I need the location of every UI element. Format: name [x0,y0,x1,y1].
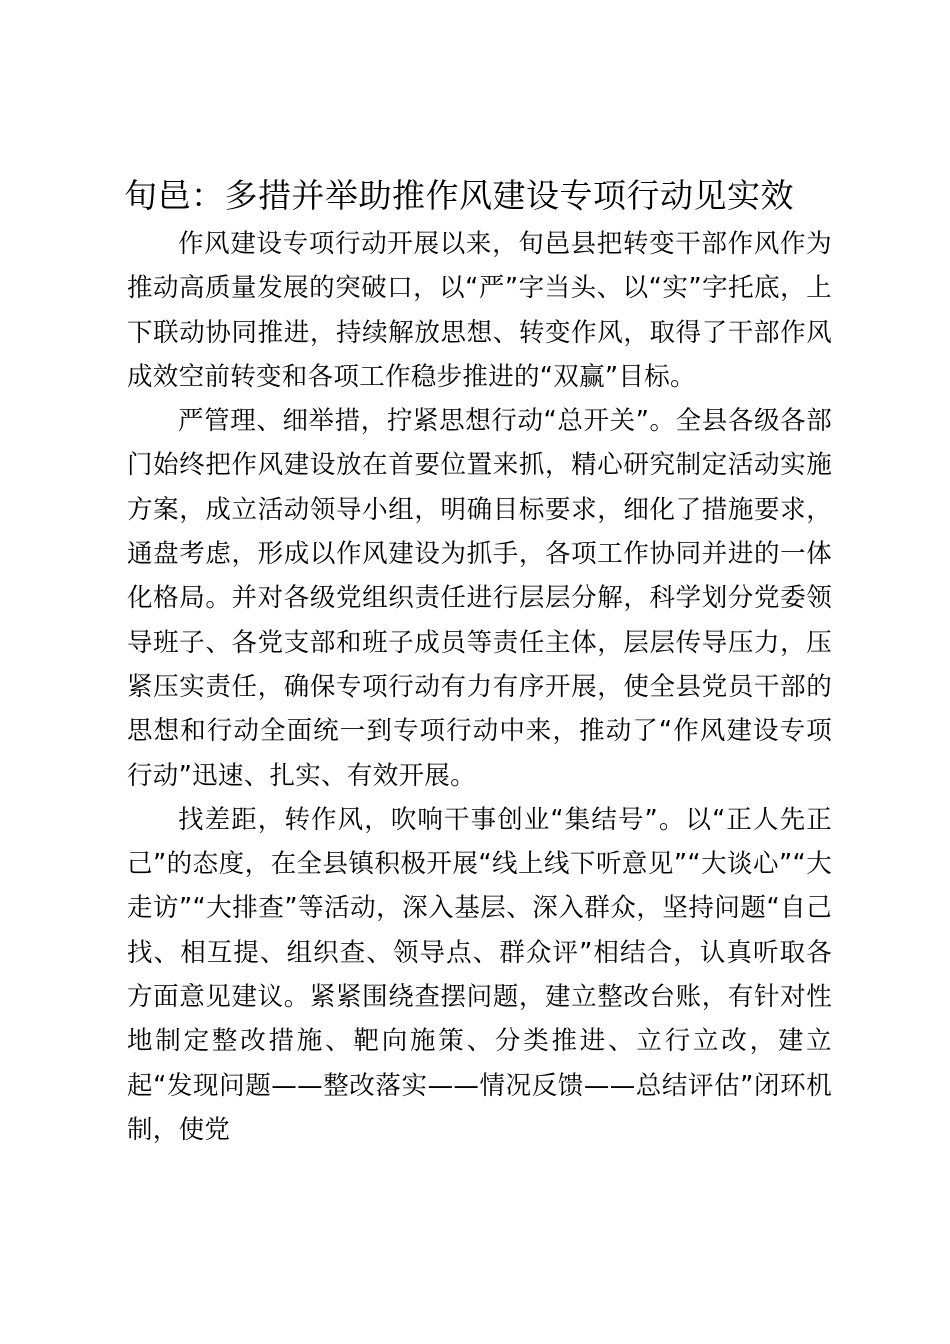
document-body [127,222,832,1152]
paragraph-gap-finding: 找差距，转作风，吹响干事创业“集结号”。以“正人先正己”的态度，在全县镇积极开展“线上线下听意见”“大谈心”“大走访”“大排查”等活动，深入基层、深入群众，坚持问题“自己找、相互提、组织查、领导点、群众评”相结合，认真听取各方面意见建议。紧紧围绕查摆问题，建立整改台账，有针对性地制定整改措施、靶向施策、分类推进、立行立改，建立起“发现问题——整改落实——情况反馈——总结评估”闭环机制，使党 [127,804,832,1145]
paragraph-management: 严管理、细举措，拧紧思想行动“总开关”。全县各级各部门始终把作风建设放在首要位置来抓，精心研究制定活动实施方案，成立活动领导小组，明确目标要求，细化了措施要求，通盘考虑，形成以作风建设为抓手，各项工作协同并进的一体化格局。并对各级党组织责任进行层层分解，科学划分党委领导班子、各党支部和班子成员等责任主体，层层传导压力，压紧压实责任，确保专项行动有力有序开展，使全县党员干部的思想和行动全面统一到专项行动中来，推动了“作风建设专项行动”迅速、扎实、有效开展。 [127,406,832,791]
paragraph-intro: 作风建设专项行动开展以来，旬邑县把转变干部作风作为推动高质量发展的突破口，以“严”字当头、以“实”字托底，上下联动协同推进，持续解放思想、转变作风，取得了干部作风成效空前转变和各项工作稳步推进的“双赢”目标。 [127,229,832,392]
document-title: 旬邑：多措并举助推作风建设专项行动见实效 [124,176,794,215]
